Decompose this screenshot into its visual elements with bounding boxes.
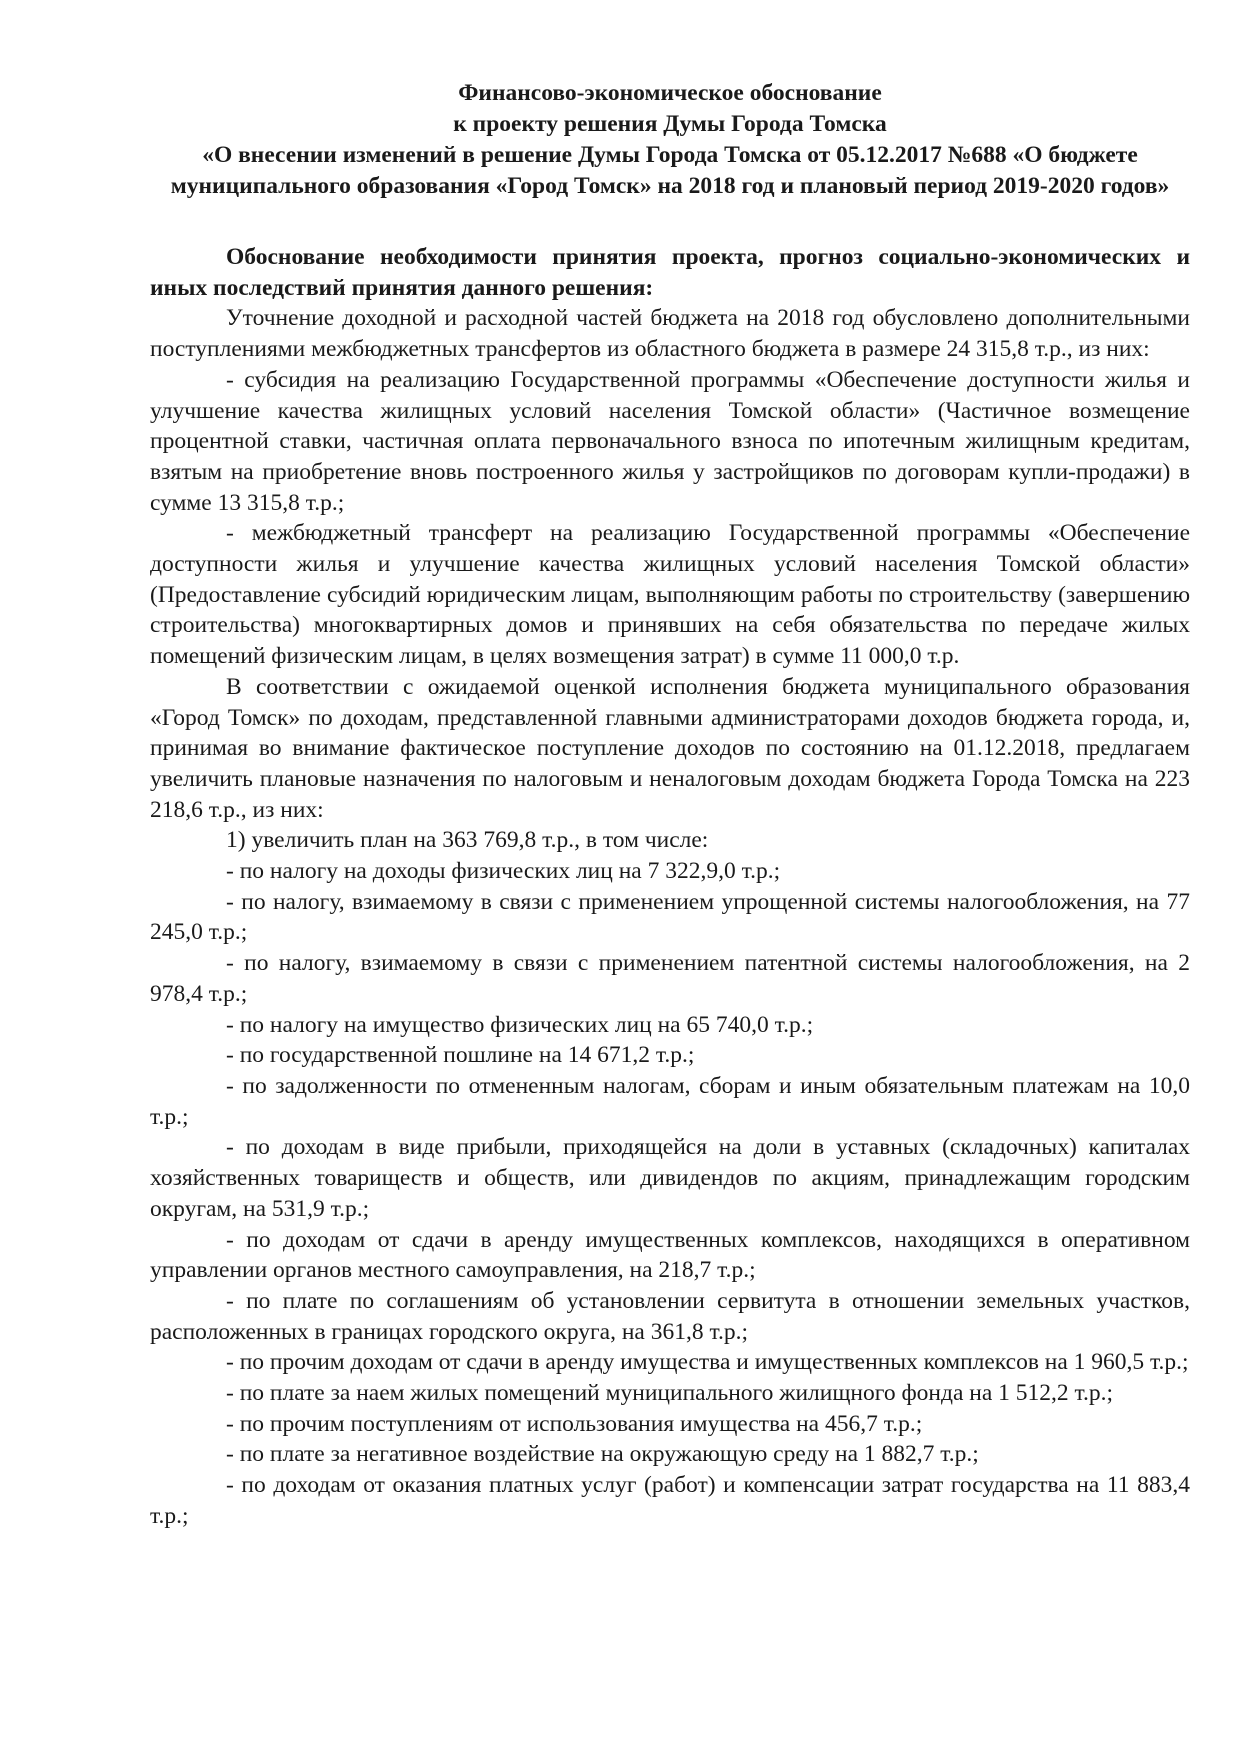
- list-item: - по прочим поступлениям от использования имущества на 456,7 т.р.;: [226, 1410, 923, 1437]
- list-item: - по плате за негативное воздействие на окружающую среду на 1 882,7 т.р.;: [226, 1441, 979, 1468]
- heading-line-3: «О внесении изменений в решение Думы Города Томска от 05.12.2017 №688 «О бюджете муниципального образования «Город Томск» на 2018 год и плановый период 2019-2020 годов»: [170, 142, 1170, 199]
- list-item: - по доходам в виде прибыли, приходящейся на доли в уставных (складочных) капиталах хозяйственных товариществ и обществ, или дивидендов по акциям, принадлежащим городским округам, на 531,9 т.р.;: [150, 1134, 1190, 1222]
- heading-line-2: к проекту решения Думы Города Томска: [453, 111, 887, 137]
- list-item: - по налогу на доходы физических лиц на 7 322,9,0 т.р.;: [226, 858, 781, 885]
- document-heading: [150, 78, 1190, 202]
- list-item: - по задолженности по отмененным налогам, сборам и иным обязательным платежам на 10,0 т.р.;: [150, 1072, 1190, 1130]
- paragraph-transfer: - межбюджетный трансферт на реализацию Государственной программы «Обеспечение доступности жилья и улучшение качества жилищных условий населения Томской области» (Предоставление субсидий юридическим лицам, выполняющим работы по строительству (завершению строительства) многоквартирных домов и принявших на себя обязательства по передаче жилых помещений физическим лицам, в целях возмещения затрат) в сумме 11 000,0 т.р.: [150, 520, 1190, 670]
- rationale-title: Обоснование необходимости принятия проекта, прогноз социально-экономических и иных последствий принятия данного решения:: [150, 244, 1190, 301]
- list-item: - по налогу, взимаемому в связи с применением патентной системы налогообложения, на 2 978,4 т.р.;: [150, 950, 1190, 1007]
- list-item: - по доходам от сдачи в аренду имущественных комплексов, находящихся в оперативном управлении органов местного самоуправления, на 218,7 т.р.;: [150, 1226, 1190, 1284]
- list-item: - по плате по соглашениям об установлении сервитута в отношении земельных участков, расположенных в границах городского округа, на 361,8 т.р.;: [150, 1287, 1190, 1345]
- list-item: - по налогу, взимаемому в связи с применением упрощенной системы налогообложения, на 77 245,0 т.р.;: [150, 888, 1190, 946]
- list-item: - по доходам от оказания платных услуг (работ) и компенсации затрат государства на 11 883,4 т.р.;: [150, 1472, 1190, 1529]
- paragraph-transfers: Уточнение доходной и расходной частей бюджета на 2018 год обусловлено дополнительными поступлениями межбюджетных трансфертов из областного бюджета в размере 24 315,8 т.р., из них:: [150, 305, 1190, 363]
- heading-line-1: Финансово-экономическое обоснование: [458, 80, 882, 106]
- list-item: - по прочим доходам от сдачи в аренду имущества и имущественных комплексов на 1 960,5 т.р.;: [226, 1349, 1189, 1376]
- list-item: - по плате за наем жилых помещений муниципального жилищного фонда на 1 512,2 т.р.;: [226, 1380, 1114, 1407]
- list-item: - по государственной пошлине на 14 671,2 т.р.;: [226, 1042, 695, 1069]
- paragraph-increase-plan: 1) увеличить план на 363 769,8 т.р., в том числе:: [226, 827, 709, 854]
- paragraph-subsidy: - субсидия на реализацию Государственной программы «Обеспечение доступности жилья и улучшение качества жилищных условий населения Томской области» (Частичное возмещение процентной ставки, частичная оплата первоначального взноса по ипотечным жилищным кредитам, взятым на приобретение вновь построенного жилья у застройщиков по договорам купли-продажи) в сумме 13 315,8 т.р.;: [150, 366, 1190, 516]
- paragraph-revenue-estimate: В соответствии с ожидаемой оценкой исполнения бюджета муниципального образования «Город Томск» по доходам, представленной главными администраторами доходов бюджета города, и, принимая во внимание фактическое поступление доходов по состоянию на 01.12.2018, предлагаем увеличить плановые назначения по налоговым и неналоговым доходам бюджета Города Томска на 223 218,6 т.р., из них:: [150, 673, 1190, 823]
- list-item: - по налогу на имущество физических лиц на 65 740,0 т.р.;: [226, 1011, 814, 1038]
